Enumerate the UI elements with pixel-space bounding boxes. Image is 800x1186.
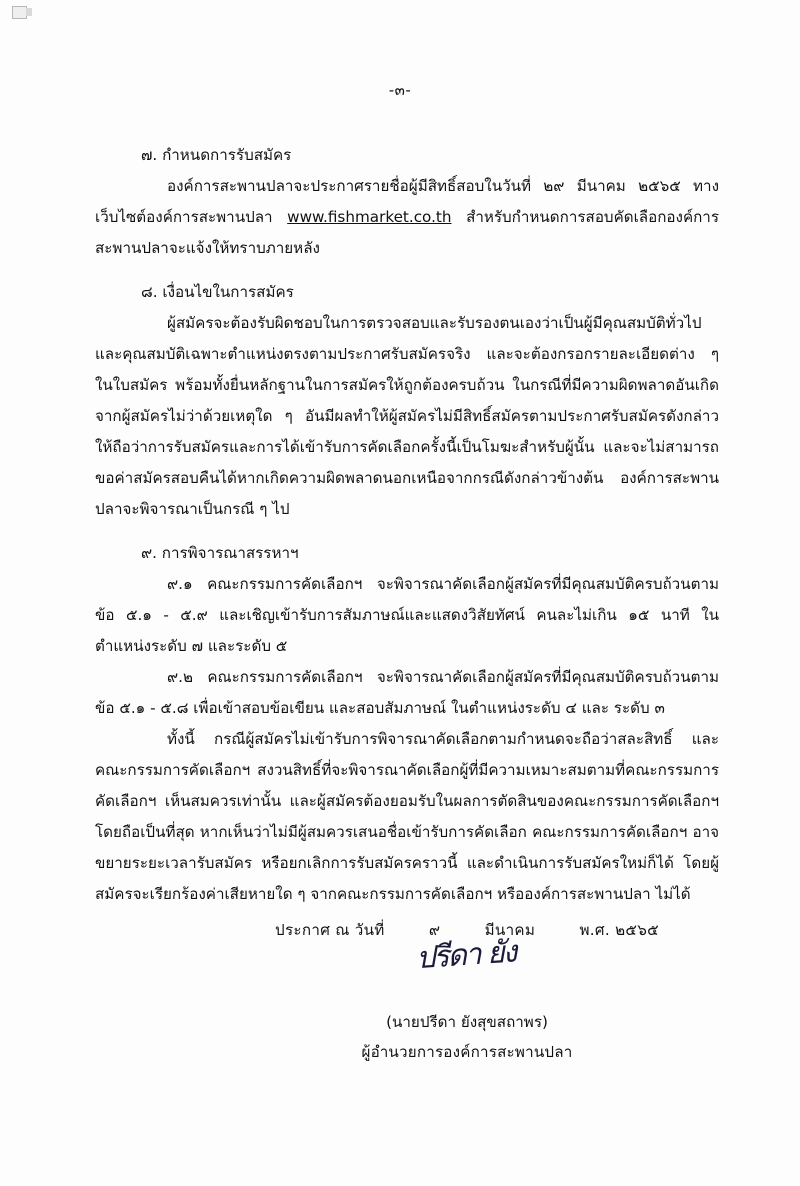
- signer-name: (นายปรีดา ยังสุขสถาพร): [386, 1013, 548, 1031]
- scan-artifact-icon: [12, 6, 27, 19]
- signer-title: ผู้อำนวยการองค์การสะพานปลา: [361, 1043, 573, 1061]
- signature-block: [95, 915, 719, 1067]
- section-9-heading: ๙. การพิจารณาสรรหาฯ: [141, 544, 299, 562]
- website-link[interactable]: www.fishmarket.co.th: [287, 208, 452, 226]
- section-9-paragraph-3: ทั้งนี้ กรณีผู้สมัครไม่เข้ารับการพิจารณาคัดเลือกตามกำหนดจะถือว่าสละสิทธิ์ และคณะกรรมการคัดเลือกฯ สงวนสิทธิ์ที่จะพิจารณาคัดเลือกผู้ที่มีความเหมาะสมตามที่คณะกรรมการคัดเลือกฯ เห็นสมควรเท่านั้น และผู้สมัครต้องยอมรับในผลการตัดสินของคณะกรรมการคัดเลือกฯ โดยถือเป็นที่สุด หากเห็นว่าไม่มีผู้สมควรเสนอชื่อเข้ารับการคัดเลือก คณะกรรมการคัดเลือกฯ อาจขยายระยะเวลารับสมัคร หรือยกเลิกการรับสมัครคราวนี้ และดำเนินการรับสมัครใหม่ก็ได้ โดยผู้สมัครจะเรียกร้องค่าเสียหายใด ๆ จากคณะกรรมการคัดเลือกฯ หรือองค์การสะพานปลา ไม่ได้: [95, 730, 719, 903]
- promulgation-year: พ.ศ. ๒๕๖๕: [579, 921, 659, 939]
- promulgation-month: มีนาคม: [484, 921, 536, 939]
- handwritten-signature: ปรีดา ยัง: [414, 934, 517, 977]
- section-7: [95, 140, 719, 264]
- section-9-paragraph-2: ๙.๒ คณะกรรมการคัดเลือกฯ จะพิจารณาคัดเลือกผู้สมัครที่มีคุณสมบัติครบถ้วนตามข้อ ๕.๑ - ๕.๘ เพื่อเข้าสอบข้อเขียน และสอบสัมภาษณ์ ในตำแหน่งระดับ ๔ และ ระดับ ๓: [95, 668, 719, 717]
- promulgation-day: ๙: [428, 921, 441, 939]
- section-9-paragraph-1: ๙.๑ คณะกรรมการคัดเลือกฯ จะพิจารณาคัดเลือกผู้สมัครที่มีคุณสมบัติครบถ้วนตามข้อ ๕.๑ - ๕.๙ และเชิญเข้ารับการสัมภาษณ์และแสดงวิสัยทัศน์ คนละไม่เกิน ๑๕ นาที ในตำแหน่งระดับ ๗ และระดับ ๕: [95, 575, 719, 655]
- section-8: [95, 277, 719, 525]
- document-body: [95, 140, 719, 923]
- page-number: -๓-: [388, 81, 412, 99]
- section-8-heading: ๘. เงื่อนไขในการสมัคร: [141, 283, 294, 301]
- section-7-heading: ๗. กำหนดการรับสมัคร: [141, 146, 292, 164]
- promulgation-prefix: ประกาศ ณ วันที่: [275, 921, 385, 939]
- scan-artifact-secondary-icon: [26, 8, 32, 16]
- section-7-paragraph-1: องค์การสะพานปลาจะประกาศรายชื่อผู้มีสิทธิ์สอบในวันที่ ๒๙ มีนาคม ๒๕๖๕ ทางเว็บไซต์องค์การสะพานปลา www.fishmarket.co.th สำหรับกำหนดการสอบคัดเลือกองค์การสะพานปลาจะแจ้งให้ทราบภายหลัง: [95, 177, 719, 257]
- section-9: [95, 538, 719, 910]
- section-8-paragraph-1: ผู้สมัครจะต้องรับผิดชอบในการตรวจสอบและรับรองตนเองว่าเป็นผู้มีคุณสมบัติทั่วไป และคุณสมบัติเฉพาะตำแหน่งตรงตามประกาศรับสมัครจริง และจะต้องกรอกรายละเอียดต่าง ๆ ในใบสมัคร พร้อมทั้งยื่นหลักฐานในการสมัครให้ถูกต้องครบถ้วน ในกรณีที่มีความผิดพลาดอันเกิดจากผู้สมัครไม่ว่าด้วยเหตุใด ๆ อันมีผลทำให้ผู้สมัครไม่มีสิทธิ์สมัครตามประกาศรับสมัครดังกล่าว ให้ถือว่าการรับสมัครและการได้เข้ารับการคัดเลือกครั้งนี้เป็นโมฆะสำหรับผู้นั้น และจะไม่สามารถขอค่าสมัครสอบคืนได้หากเกิดความผิดพลาดนอกเหนือจากกรณีดังกล่าวข้างต้น องค์การสะพานปลาจะพิจารณาเป็นกรณี ๆ ไป: [95, 314, 719, 518]
